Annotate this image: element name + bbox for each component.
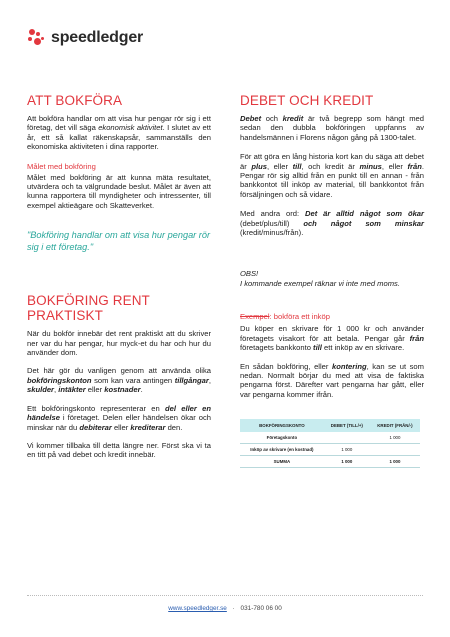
table-cell: 1 000: [324, 456, 370, 468]
table-cell: 1 000: [324, 444, 370, 456]
text-run: ekonomisk aktivitet: [98, 123, 163, 133]
text-run: ett inköp av en skrivare.: [321, 343, 405, 353]
text-run: , och kredit är: [301, 161, 360, 171]
footer-separator: ·: [232, 605, 235, 612]
heading-bokforing-rent-praktiskt: BOKFÖRING RENT PRAKTISKT: [27, 293, 150, 324]
subheading-malet: Målet med bokföring: [27, 161, 96, 171]
note-obs: OBS! I kommande exempel räknar vi inte med moms.: [240, 269, 400, 288]
text-run: till: [292, 161, 302, 171]
text-run: eller: [111, 422, 131, 432]
paragraph-del-handelse: [27, 404, 211, 432]
text-run: och något som minskar: [303, 218, 424, 228]
text-run: Att bokföra handlar om att visa hur pengar rör sig i ett företag, det vill säga: [27, 114, 211, 133]
paragraph-tillbaka: [27, 441, 211, 460]
text-run: För att göra en lång historia kort kan du säga att debet är: [240, 152, 424, 171]
right-column: [240, 93, 424, 468]
text-run: . I slutet av ett år, ett så kallat räkenskapsår, sammanställs den ekonomiska aktiviteten i dina rapporter.: [27, 123, 212, 152]
text-run: Det här gör du vanligen genom att använda olika: [27, 366, 211, 376]
text-run: (debet/plus/till): [240, 218, 304, 228]
table-cell: Inköp av skrivare (en kostnad): [240, 444, 324, 456]
text-run: från: [409, 333, 424, 343]
text-run: En sådan bokföring, eller: [240, 361, 332, 371]
brand-name: speedledger: [51, 29, 144, 46]
heading-att-bokfora: ATT BOKFÖRA: [27, 93, 123, 108]
speedledger-logo: [27, 28, 143, 48]
text-run: del eller en händelse: [27, 403, 211, 423]
text-run: kredit: [282, 114, 304, 123]
text-run: skulder: [27, 385, 55, 395]
table-cell: 1 000: [370, 432, 420, 444]
col-header: DEBET (TILL/+): [324, 419, 370, 432]
col-header: KREDIT (FRÅN/-): [370, 419, 420, 432]
paragraph-andra-ord: [240, 209, 424, 237]
quote: "Bokföring handlar om att visa hur pengar rör sig i ett företag.": [27, 230, 211, 253]
text-run: till: [313, 343, 322, 353]
paragraph-plus-minus: [240, 152, 424, 199]
text-run: (kredit/minus/från).: [240, 228, 304, 238]
paragraph-konton: [27, 366, 211, 394]
logo-dots-icon: [27, 28, 47, 48]
text-run: . Pengar rör sig alltid från en punkt till en annan - från bankkontot till inköp av material, till bankkontot från försäljningen och så vidare.: [240, 161, 424, 199]
text-run: bokföringskonton: [27, 375, 92, 385]
heading-debet-och-kredit: DEBET OCH KREDIT: [240, 93, 374, 108]
text-run: Ett bokföringskonto representerar en: [27, 403, 165, 413]
paragraph-exempel: [240, 324, 424, 352]
text-run: tillgångar: [174, 375, 209, 385]
table-row: [240, 444, 420, 456]
text-run: företagets bankkonto: [240, 343, 314, 353]
text-run: kontering: [332, 361, 367, 371]
text-run: krediterar: [130, 422, 166, 432]
text-run: den.: [165, 422, 183, 432]
text-run: När du bokför innebär det rent praktiskt att du skriver ner var du har pengar, hur myck-et du har och hur du använder dom.: [27, 329, 211, 358]
table-row: [240, 456, 420, 468]
accounting-table: [240, 419, 420, 468]
text-run: , kan se ut som nedan. Normalt börjar du med att visa de faktiska pengarna först. Därefter vart pengarna har gått, eller var pengarna kommer ifrån.: [240, 361, 424, 399]
text-run: eller: [85, 385, 105, 395]
paragraph-kontering: [240, 362, 424, 400]
text-run: , eller: [381, 161, 408, 171]
footer: [0, 605, 450, 612]
text-run: , eller: [266, 161, 293, 171]
paragraph-debet-kredit: [240, 114, 424, 142]
table-cell: [324, 432, 370, 444]
paragraph-intro: [27, 114, 211, 152]
text-run: i företaget. Delen eller händelsen ökar och minskar när du: [27, 413, 211, 432]
text-run: kostnader: [104, 385, 141, 395]
subheading-exempel: Exempel: bokföra ett inköp: [240, 312, 330, 322]
footer-divider: [27, 595, 423, 596]
text-run: minus: [359, 161, 382, 171]
text-run: debiterar: [79, 422, 112, 432]
text-run: plus: [251, 161, 267, 171]
text-run: Du köper en skrivare för 1 000 kr och använder företagets visakort för att betala. Pengar går: [240, 324, 424, 343]
text-run: Vi kommer tillbaka till detta längre ner. Först ska vi ta en titt på vad debet och kredit innebär.: [27, 440, 211, 460]
text-run: Målet med bokföring är att kunna mäta resultatet, utvärdera och ta välgrundade beslut. Målet är även att kunna rapportera till myndigheter och intressenter, till exempel aktieägare och Skatteverket.: [27, 172, 211, 210]
table-cell: [370, 444, 420, 456]
table-header-row: [240, 419, 420, 432]
table-cell: SUMMA: [240, 456, 324, 468]
text-run: och: [261, 114, 283, 123]
text-run: ,: [54, 385, 59, 395]
text-run: från: [407, 161, 422, 171]
text-run: Med andra ord:: [240, 209, 305, 219]
text-run: som kan vara antingen: [91, 375, 175, 385]
text-run: .: [140, 385, 143, 395]
text-run: intäkter: [58, 385, 86, 395]
text-run: är två begrepp som hängt med sedan den dubbla bokföringen uppfanns av handelsmännen i Florens någon gång på 1300-talet.: [240, 114, 424, 142]
paragraph-praktiskt: [27, 329, 211, 357]
left-column: [27, 93, 211, 460]
text-run: ,: [208, 375, 211, 385]
phone-number: 031-780 06 00: [240, 605, 282, 612]
col-header: BOKFÖRINGSKONTO: [240, 419, 324, 432]
website-link[interactable]: www.speedledger.se: [168, 605, 227, 612]
table-row: [240, 432, 420, 444]
text-run: Debet: [240, 114, 262, 123]
paragraph-malet: [27, 173, 211, 211]
table-cell: 1 000: [370, 456, 420, 468]
table-cell: Företagskonto: [240, 432, 324, 444]
text-run: Det är alltid något som ökar: [305, 209, 424, 219]
